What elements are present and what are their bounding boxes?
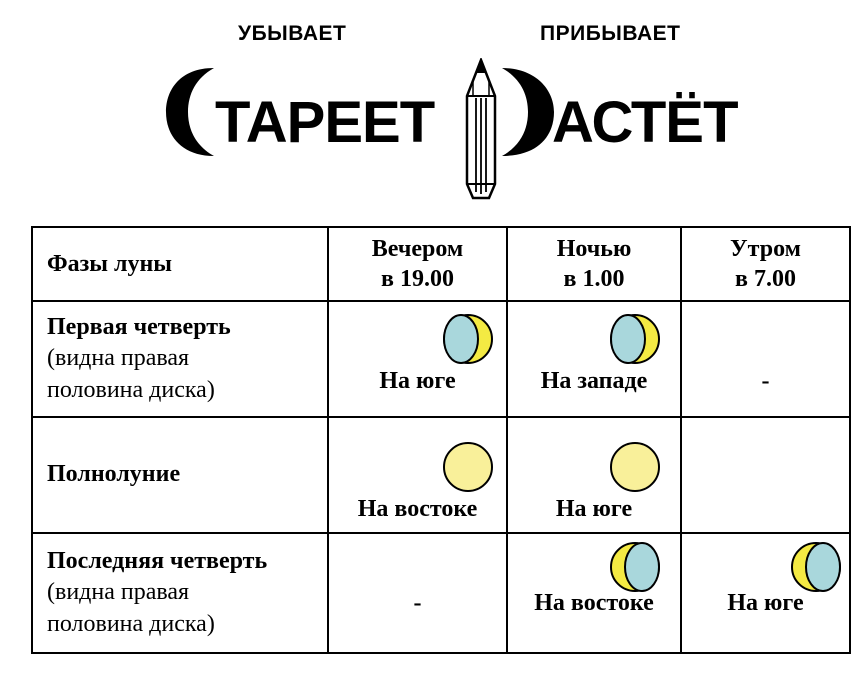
place-text: На западе: [540, 368, 648, 394]
phase-title: Первая четверть: [47, 314, 231, 341]
header-night: [507, 227, 681, 301]
morning-cell: [681, 301, 850, 417]
first-quarter-moon-icon: [441, 312, 495, 366]
table-row: [32, 533, 850, 653]
header-evening-title: Вечером: [371, 236, 464, 262]
last-quarter-moon-icon: [789, 540, 843, 594]
phase-cell: [32, 417, 328, 533]
place-text: На юге: [555, 496, 633, 522]
moon-phase-table: [31, 226, 851, 654]
morning-cell: [681, 533, 850, 653]
place-text: -: [761, 368, 770, 394]
full-moon-icon: [441, 440, 495, 494]
header-night-title: Ночью: [556, 236, 632, 262]
place-text: На юге: [379, 368, 456, 394]
last-quarter-moon-icon: [608, 540, 662, 594]
first-quarter-moon-icon: [608, 312, 662, 366]
night-cell: [507, 417, 681, 533]
waning-label: УБЫВАЕТ: [238, 22, 347, 45]
header-phases: Фазы луны: [32, 227, 328, 301]
phase-note: (видна правая: [47, 345, 190, 372]
full-moon-icon: [608, 440, 662, 494]
header-morning-title: Утром: [730, 236, 801, 262]
place-text: На востоке: [534, 590, 654, 616]
morning-cell: [681, 417, 850, 533]
waxing-label: ПРИБЫВАЕТ: [540, 22, 681, 45]
place-text: -: [413, 590, 422, 616]
night-cell: [507, 533, 681, 653]
table-row: [32, 417, 850, 533]
waxing-word: АСТЁТ: [552, 90, 738, 155]
place-text: На востоке: [357, 496, 478, 522]
phase-title: Последняя четверть: [47, 548, 268, 575]
pencil-icon: [464, 58, 498, 200]
place-text: На юге: [727, 590, 804, 616]
evening-cell: [328, 417, 507, 533]
evening-cell: [328, 533, 507, 653]
night-cell: [507, 301, 681, 417]
table-header-row: [32, 227, 850, 301]
header-night-time: в 1.00: [563, 266, 625, 292]
waxing-crescent-letter-icon: [494, 62, 560, 162]
table-row: [32, 301, 850, 417]
header-morning: [681, 227, 850, 301]
phase-note: (видна правая: [47, 579, 190, 606]
header-evening: [328, 227, 507, 301]
waning-word: ТАРЕЕТ: [215, 90, 435, 155]
phase-cell: [32, 533, 328, 653]
evening-cell: [328, 301, 507, 417]
phase-cell: [32, 301, 328, 417]
phase-note: половина диска): [47, 376, 215, 403]
phase-title: Полнолуние: [47, 461, 181, 488]
header-morning-time: в 7.00: [735, 266, 796, 292]
header-evening-time: в 19.00: [381, 266, 454, 292]
phase-note: половина диска): [47, 610, 215, 637]
